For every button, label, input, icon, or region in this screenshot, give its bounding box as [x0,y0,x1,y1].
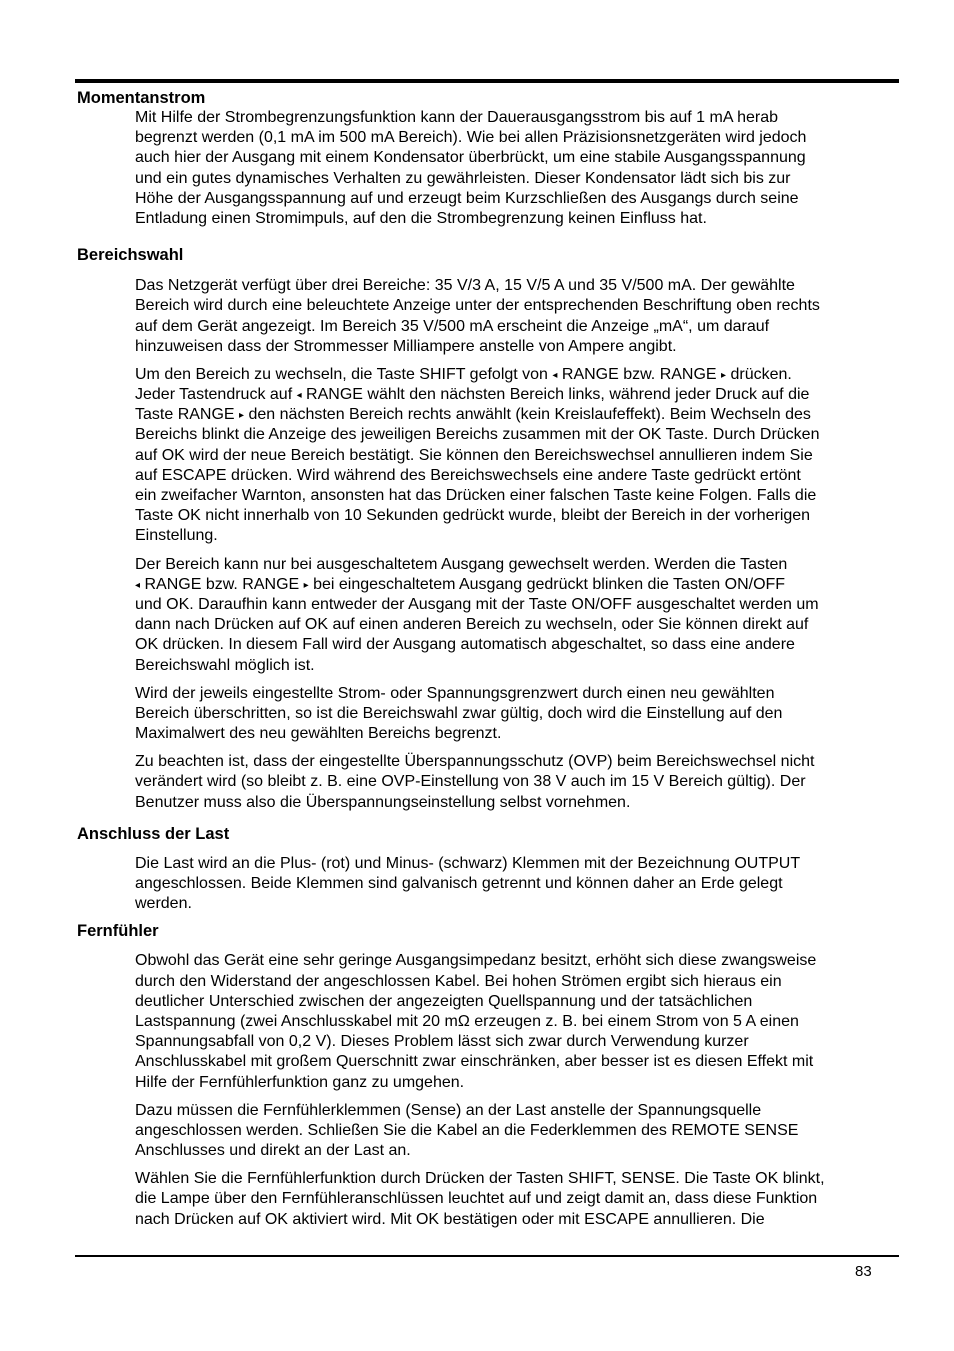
paragraph [135,555,907,676]
text-line: Anschlusskabel mit großem Querschnitt zwar einschränken, aber besser ist es diesen Effekt mit [135,1053,814,1071]
page-number: 83 [855,1263,872,1280]
paragraph [135,365,907,547]
header-rule [75,79,899,83]
left-arrow-icon: ◂ [296,390,302,402]
text-line: ◂ RANGE bzw. RANGE ▸ bei eingeschaltetem Ausgang gedrückt blinken die Tasten ON/OFF [135,575,786,593]
text-line: auf OK wird der neue Bereich bestätigt. Sie können den Bereichswechsel annullieren indem Sie [135,446,813,464]
text-line: Taste OK nicht innerhalb von 10 Sekunden gedrückt wurde, bleibt der Bereich in der vorherigen [135,507,811,525]
text-line: Lastspannung (zwei Anschlusskabel mit 20 mΩ erzeugen z. B. bei einem Strom von 5 A einen [135,1012,799,1030]
paragraph [135,854,907,915]
text-line: Bereichs blinkt die Anzeige des jeweiligen Bereichs zusammen mit der OK Taste. Durch Drücken [135,426,820,444]
text-line: verändert wird (so bleibt z. B. eine OVP-Einstellung von 38 V auch im 15 V Bereich gültig). Der [135,773,806,791]
text-line: ein zweifacher Warnton, ansonsten hat das Drücken einer falschen Taste keine Folgen. Falls die [135,487,817,504]
right-arrow-icon: ▸ [303,579,309,591]
text-line: Benutzer muss also die Überspannungseinstellung selbst vornehmen. [135,793,631,811]
text-line: Höhe der Ausgangsspannung auf und erzeugt beim Kurzschließen des Ausgangs durch seine [135,189,799,207]
text-line: dann nach Drücken auf OK auf einen anderen Bereich zu wechseln, oder Sie können direkt auf [135,616,809,634]
right-arrow-icon: ▸ [239,410,245,422]
text-line: angeschlossen werden. Schließen Sie die Kabel an die Federklemmen des REMOTE SENSE [135,1121,799,1139]
document-body [77,88,907,1230]
text-line: Wählen Sie die Fernfühlerfunktion durch Drücken der Tasten SHIFT, SENSE. Die Taste OK blinkt, [135,1170,825,1188]
text-line: Bereich wird durch eine beleuchtete Anzeige unter der entsprechenden Beschriftung oben rechts [135,297,820,315]
right-arrow-icon: ▸ [721,369,727,381]
section-heading: Anschluss der Last [77,824,230,843]
paragraph [135,752,907,813]
text-line: Zu beachten ist, dass der eingestellte Überspannungsschutz (OVP) beim Bereichswechsel nicht [135,753,815,771]
text-line: hinzuweisen dass der Strommesser Milliampere anstelle von Ampere angibt. [135,337,677,355]
paragraph [135,684,907,745]
section-heading: Fernfühler [77,922,159,941]
text-line: auf ESCAPE drücken. Wird während des Bereichswechsels eine andere Taste gedrückt ertönt [135,466,801,484]
paragraph [135,276,907,357]
left-arrow-icon: ◂ [135,579,141,591]
text-line: und OK. Daraufhin kann entweder der Ausgang mit der Taste ON/OFF ausgeschaltet werden um [135,595,819,613]
text-line: Einstellung. [135,527,218,545]
text-line: Anschlusses und direkt an der Last an. [135,1142,411,1160]
text-line: Entladung einen Stromimpuls, auf den die Strombegrenzung keinen Einfluss hat. [135,209,707,227]
text-line: Spannungsabfall von 0,2 V). Dieses Problem lässt sich zwar durch Verwendung kurzer [135,1033,749,1051]
paragraph [135,951,907,1092]
text-line: Bereich überschritten, so ist die Bereichswahl zwar gültig, doch wird die Einstellung auf den [135,704,783,722]
text-line: und ein gutes dynamisches Verhalten zu gewährleisten. Dieser Kondensator lädt sich bis zur [135,169,791,187]
text-line: werden. [135,895,192,913]
text-line: Wird der jeweils eingestellte Strom- oder Spannungsgrenzwert durch einen neu gewählten [135,684,775,702]
text-line: Obwohl das Gerät eine sehr geringe Ausgangsimpedanz besitzt, erhöht sich diese zwangsweise [135,952,817,970]
text-line: angeschlossen. Beide Klemmen sind galvanisch getrennt und können daher an Erde gelegt [135,875,783,892]
paragraph [135,108,907,229]
text-line: Hilfe der Fernfühlerfunktion ganz zu umgehen. [135,1073,465,1091]
left-arrow-icon: ◂ [552,369,558,381]
section-heading: Bereichswahl [77,246,184,265]
text-line: Taste RANGE ▸ den nächsten Bereich rechts anwählt (kein Kreislaufeffekt). Beim Wechseln des [135,406,811,424]
text-line: nach Drücken auf OK aktiviert wird. Mit OK bestätigen oder mit ESCAPE annullieren. Die [135,1210,765,1228]
paragraph [135,1169,907,1230]
text-line: Um den Bereich zu wechseln, die Taste SHIFT gefolgt von ◂ RANGE bzw. RANGE ▸ drücken. [135,365,792,383]
text-line: durch den Widerstand der angeschlossen Kabel. Bei hohen Strömen ergibt sich hieraus ein [135,972,782,990]
text-line: begrenzt werden (0,1 mA im 500 mA Bereich). Wie bei allen Präzisionsnetzgeräten wird jedoch [135,129,807,147]
text-line: Die Last wird an die Plus- (rot) und Minus- (schwarz) Klemmen mit der Bezeichnung OUTPUT [135,854,801,872]
text-line: Das Netzgerät verfügt über drei Bereiche: 35 V/3 A, 15 V/5 A und 35 V/500 mA. Der gewählte [135,277,795,295]
section-heading: Momentanstrom [77,89,206,107]
text-line: Jeder Tastendruck auf ◂ RANGE wählt den nächsten Bereich links, während jeder Druck auf die [135,386,810,404]
text-line: Dazu müssen die Fernfühlerklemmen (Sense) an der Last anstelle der Spannungsquelle [135,1101,762,1119]
footer-rule [75,1255,899,1257]
text-line: Maximalwert des neu gewählten Bereichs begrenzt. [135,725,502,743]
text-line: auf dem Gerät angezeigt. Im Bereich 35 V/500 mA erscheint die Anzeige „mA“, um darauf [135,317,770,335]
text-line: Der Bereich kann nur bei ausgeschaltetem Ausgang gewechselt werden. Werden die Tasten [135,555,788,573]
text-line: auch hier der Ausgang mit einem Kondensator überbrückt, um eine stabile Ausgangsspannung [135,149,806,167]
text-line: Mit Hilfe der Strombegrenzungsfunktion kann der Dauerausgangsstrom bis auf 1 mA herab [135,109,779,126]
text-line: OK drücken. In diesem Fall wird der Ausgang automatisch abgeschaltet, so dass eine andere [135,636,795,654]
text-line: Bereichswahl möglich ist. [135,656,315,674]
text-line: die Lampe über den Fernfühleranschlüssen leuchtet auf und zeigt damit an, dass diese Funktion [135,1190,818,1208]
paragraph [135,1101,907,1162]
text-line: deutlicher Unterschied zwischen der angezeigten Quellspannung und der tatsächlichen [135,992,753,1010]
